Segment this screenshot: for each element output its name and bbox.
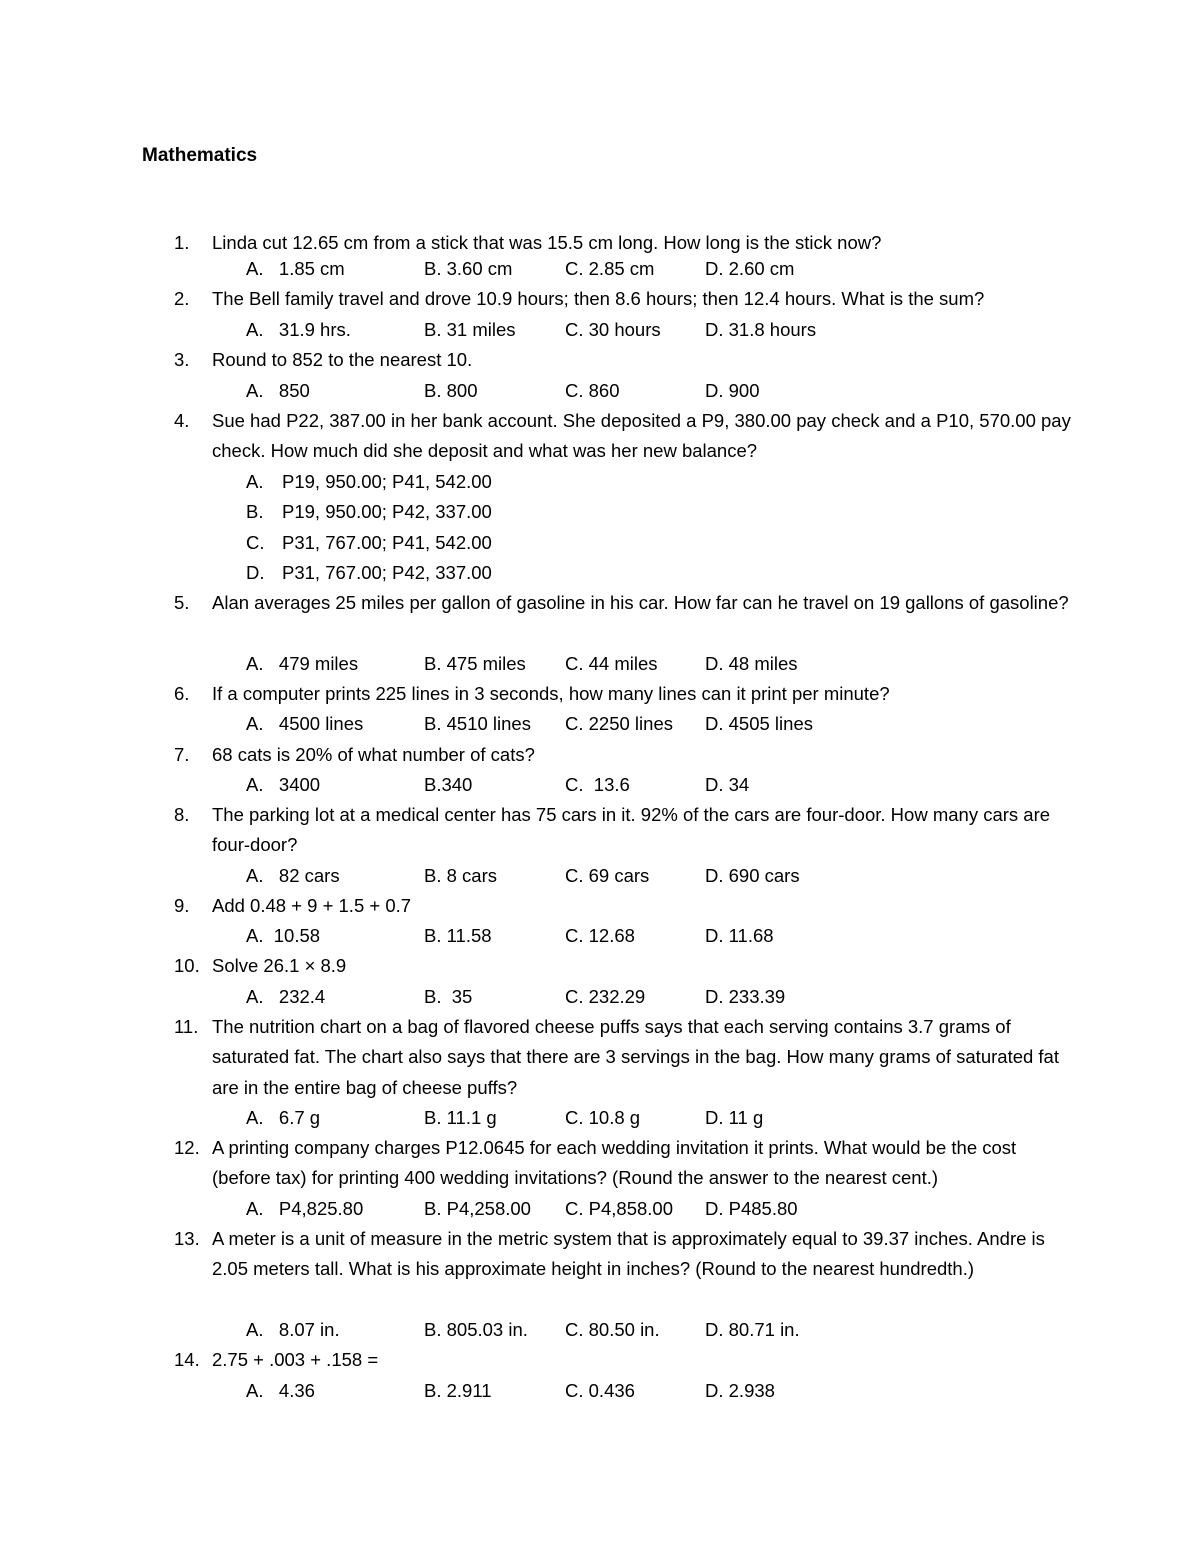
question-text: Add 0.48 + 9 + 1.5 + 0.7 [212,895,412,916]
question-text: Alan averages 25 miles per gallon of gasoline in his car. How far can he travel on 19 gallons of gasoline? [212,592,1069,613]
question-number: 12. [174,1137,200,1158]
question-number: 4. [174,410,190,431]
question-7 [174,740,1074,770]
choice-c: C. 2250 lines [565,713,673,734]
choice-c: C. 80.50 in. [565,1319,660,1340]
question-9 [174,891,1074,921]
choice-d: D. 31.8 hours [705,319,817,340]
choice-c: C. 860 [565,380,620,401]
question-2 [174,284,1074,314]
choice-d: D. 11 g [705,1107,764,1128]
question-8 [174,800,1074,861]
choice-c: C. 44 miles [565,653,658,674]
question-text: Round to 852 to the nearest 10. [212,349,473,370]
choice-c: C. P4,858.00 [565,1198,673,1219]
choice-a: A. P4,825.80 [246,1198,364,1219]
choice-b: B. 805.03 in. [424,1319,528,1340]
question-text: A meter is a unit of measure in the metric system that is approximately equal to 39.37 inches. Andre is 2.05 meters tall. What is his approximate height in inches? (Round to the nearest hundredth.) [212,1228,1045,1280]
choice-a: A. 6.7 g [246,1107,321,1128]
choice-a: A. 3400 [246,774,321,795]
choice-b: B. 8 cars [424,865,497,886]
choice-a: A. 850 [246,380,310,401]
question-text: 2.75 + .003 + .158 = [212,1349,379,1370]
question-text: A printing company charges P12.0645 for each wedding invitation it prints. What would be the cost (before tax) for printing 400 wedding invitations? (Round the answer to the nearest cent.) [212,1137,1017,1189]
question-text: The Bell family travel and drove 10.9 hours; then 8.6 hours; then 12.4 hours. What is the sum? [212,288,985,309]
choice-b: B. 31 miles [424,319,516,340]
question-text: 68 cats is 20% of what number of cats? [212,744,535,765]
choice-a: A. 232.4 [246,986,326,1007]
choice-a: A. 479 miles [246,653,359,674]
choice-b: B. 35 [424,986,473,1007]
question-text: The parking lot at a medical center has 75 cars in it. 92% of the cars are four-door. How many cars are four-door? [212,804,1051,856]
choice-label: C. [246,531,265,553]
question-text: Linda cut 12.65 cm from a stick that was 15.5 cm long. How long is the stick now? [212,232,882,253]
question-number: 8. [174,804,190,825]
choice-b: B. 4510 lines [424,713,531,734]
choice-c: C. 10.8 g [565,1107,641,1128]
choice-value: P31, 767.00; P42, 337.00 [282,561,492,583]
choice-c: C. 69 cars [565,865,650,886]
choice-b: B.340 [424,774,473,795]
question-14 [174,1345,1074,1375]
question-number: 1. [174,232,190,253]
question-number: 14. [174,1349,200,1370]
choice-b: B. 11.58 [424,925,492,946]
question-number: 2. [174,288,190,309]
choice-a: A. 31.9 hrs. [246,319,351,340]
question-number: 10. [174,955,200,976]
page-title: Mathematics [142,145,258,166]
question-10 [174,951,1074,981]
question-number: 9. [174,895,190,916]
choice-b: B. 11.1 g [424,1107,497,1128]
question-text: Sue had P22, 387.00 in her bank account. She deposited a P9, 380.00 pay check and a P10, 570.00 pay check. How much did she deposit and what was her new balance? [212,410,1071,462]
choice-c: C. 13.6 [565,774,630,795]
choice-b: B. 475 miles [424,653,526,674]
choice-c: C. 0.436 [565,1380,635,1401]
question-5 [174,588,1074,618]
question-number: 11. [174,1016,199,1037]
choice-label: B. [246,501,264,523]
question-number: 6. [174,683,190,704]
choice-c: C. 12.68 [565,925,635,946]
choice-d: D. 80.71 in. [705,1319,800,1340]
question-13 [174,1224,1074,1285]
choice-a: A. 8.07 in. [246,1319,340,1340]
choice-a: A. 1.85 cm [246,258,345,279]
question-text: The nutrition chart on a bag of flavored cheese puffs says that each serving contains 3.7 grams of saturated fat. The chart also says that there are 3 servings in the bag. How many grams of saturated fat are in the entire bag of cheese puffs? [212,1016,1059,1098]
question-text: If a computer prints 225 lines in 3 seconds, how many lines can it print per minute? [212,683,890,704]
choice-d: D. 48 miles [705,653,798,674]
question-6 [174,679,1074,709]
choice-c: C. 30 hours [565,319,661,340]
choice-label: D. [246,561,265,583]
choice-value: P31, 767.00; P41, 542.00 [282,531,492,553]
choice-d: D. 690 cars [705,865,800,886]
choice-d: D. 2.938 [705,1380,775,1401]
question-4 [174,406,1074,467]
choice-d: D. 900 [705,380,760,401]
choice-b: B. 2.911 [424,1380,492,1401]
choice-c: C. 2.85 cm [565,258,655,279]
choice-d: D. 11.68 [705,925,774,946]
choice-c: C. 232.29 [565,986,646,1007]
choice-b: B. 3.60 cm [424,258,513,279]
question-number: 7. [174,744,190,765]
choice-b: B. 800 [424,380,478,401]
question-12 [174,1133,1074,1194]
choice-a: A. 10.58 [246,925,321,946]
choice-b: B. P4,258.00 [424,1198,531,1219]
question-number: 5. [174,592,190,613]
question-3 [174,345,1074,375]
choice-d: D. 2.60 cm [705,258,795,279]
choice-value: P19, 950.00; P42, 337.00 [282,501,492,523]
choice-d: D. 4505 lines [705,713,813,734]
question-text: Solve 26.1 × 8.9 [212,955,347,976]
question-11 [174,1012,1074,1103]
question-number: 13. [174,1228,200,1249]
question-number: 3. [174,349,190,370]
choice-label: A. [246,471,264,492]
choice-a: A. 4500 lines [246,713,364,734]
choice-d: D. 34 [705,774,750,795]
choice-value: P19, 950.00; P41, 542.00 [282,471,492,492]
choice-a: A. 82 cars [246,865,340,886]
choice-a: A. 4.36 [246,1380,315,1401]
choice-d: D. P485.80 [705,1198,798,1219]
choice-d: D. 233.39 [705,986,786,1007]
